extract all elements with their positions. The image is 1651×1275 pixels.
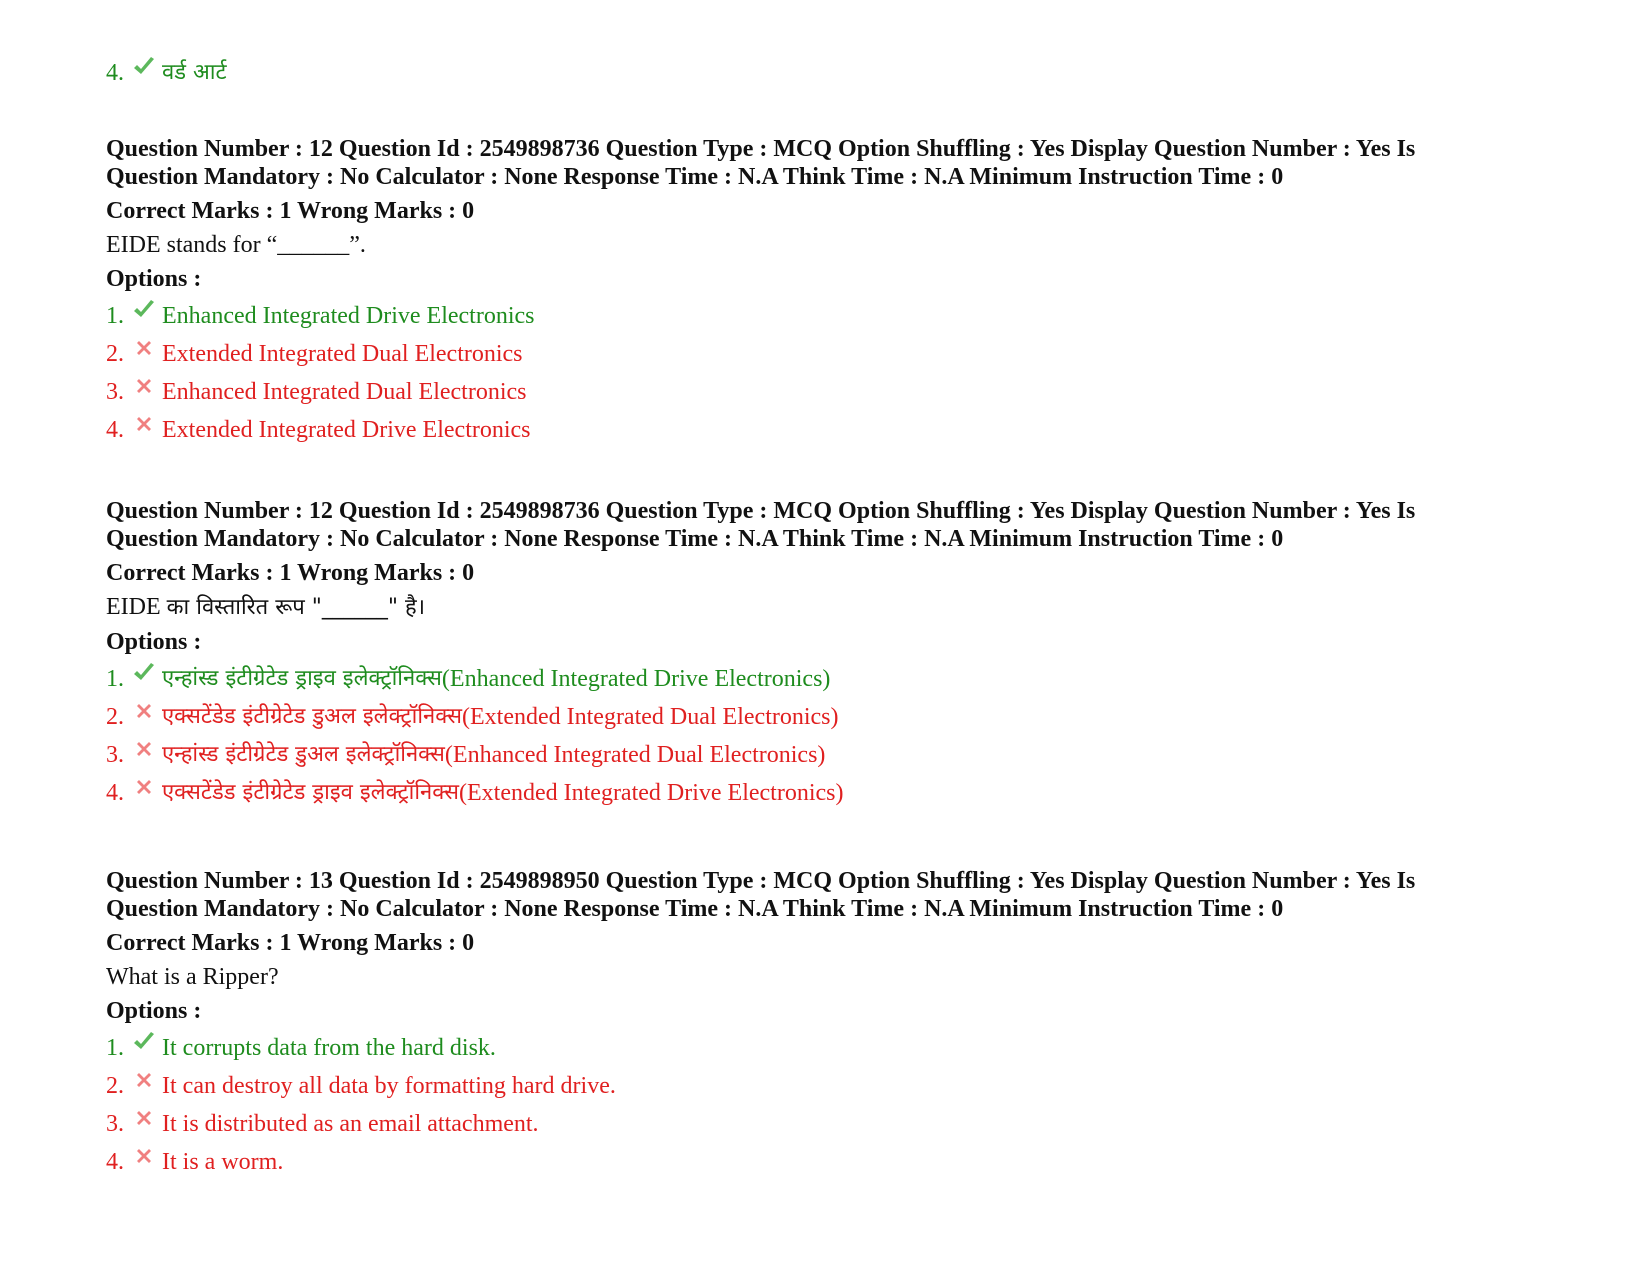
- option-text: (Extended Integrated Dual Electronics): [462, 704, 839, 730]
- cross-mark-icon: [132, 1106, 156, 1130]
- option-number: 1.: [106, 1035, 124, 1061]
- meta-line-2: Question Mandatory : No Calculator : None Response Time : N.A Think Time : N.A Minimum Instruction Time : 0: [106, 896, 1284, 922]
- options-label: Options :: [106, 998, 202, 1024]
- question-marks: Correct Marks : 1 Wrong Marks : 0: [106, 930, 475, 956]
- meta-line-1: Question Number : 12 Question Id : 2549898736 Question Type : MCQ Option Shuffling : Yes Display Question Number : Yes Is: [106, 498, 1416, 524]
- option-number: 3.: [106, 379, 124, 405]
- cross-mark-icon: [132, 699, 156, 723]
- question-block-3: [106, 867, 1546, 1177]
- meta-line-2: Question Mandatory : No Calculator : None Response Time : N.A Think Time : N.A Minimum Instruction Time : 0: [106, 526, 1284, 552]
- option-text: (Enhanced Integrated Drive Electronics): [441, 666, 831, 692]
- cross-mark-icon: [132, 1068, 156, 1092]
- question-text: EIDE stands for “______”.: [106, 232, 366, 258]
- option-number: 3.: [106, 1111, 124, 1137]
- option-item: [106, 778, 1546, 808]
- option-text: Enhanced Integrated Drive Electronics: [162, 303, 535, 329]
- option-number: 4.: [106, 60, 124, 86]
- option-item: [106, 1109, 1546, 1139]
- option-item: [106, 740, 1546, 770]
- option-text: (Enhanced Integrated Dual Electronics): [444, 742, 826, 768]
- meta-line-1: Question Number : 13 Question Id : 2549898950 Question Type : MCQ Option Shuffling : Yes Display Question Number : Yes Is: [106, 868, 1416, 894]
- option-item: [106, 664, 1546, 694]
- cross-mark-icon: [132, 1144, 156, 1168]
- option-number: 2.: [106, 1073, 124, 1099]
- option-number: 4.: [106, 780, 124, 806]
- option-text: It is distributed as an email attachment.: [162, 1111, 539, 1137]
- option-text: (Extended Integrated Drive Electronics): [459, 780, 844, 806]
- option-text: It corrupts data from the hard disk.: [162, 1035, 496, 1061]
- question-block-1: [106, 135, 1546, 445]
- carry-over-option: [106, 58, 227, 88]
- question-text: [106, 593, 1546, 622]
- cross-mark-icon: [132, 336, 156, 360]
- option-text: Extended Integrated Dual Electronics: [162, 341, 523, 367]
- options-label: Options :: [106, 629, 202, 655]
- option-text: वर्ड आर्ट: [162, 60, 227, 85]
- question-meta: [106, 135, 1546, 191]
- option-text: Extended Integrated Drive Electronics: [162, 417, 531, 443]
- question-text: What is a Ripper?: [106, 964, 279, 990]
- cross-mark-icon: [132, 374, 156, 398]
- option-text-hindi: एन्हांस्ड इंटीग्रेटेड ड्राइव इलेक्ट्रॉनिक्स: [162, 666, 442, 691]
- question-text-hindi: का विस्तारित रूप "______" है।: [166, 595, 426, 620]
- option-number: 2.: [106, 704, 124, 730]
- check-mark-icon: [132, 55, 156, 79]
- cross-mark-icon: [132, 412, 156, 436]
- options-label: Options :: [106, 266, 202, 292]
- option-text: Enhanced Integrated Dual Electronics: [162, 379, 527, 405]
- question-meta: [106, 497, 1546, 553]
- question-marks: Correct Marks : 1 Wrong Marks : 0: [106, 560, 475, 586]
- option-item: [106, 377, 1546, 407]
- question-text-prefix: EIDE: [106, 594, 167, 620]
- option-item: [106, 301, 1546, 331]
- option-number: 2.: [106, 341, 124, 367]
- check-mark-icon: [132, 298, 156, 322]
- option-text-hindi: एक्सटेंडेड इंटीग्रेटेड डुअल इलेक्ट्रॉनिक्स: [162, 704, 462, 729]
- question-block-2: [106, 497, 1546, 808]
- option-text-hindi: एन्हांस्ड इंटीग्रेटेड डुअल इलेक्ट्रॉनिक्स: [162, 742, 445, 767]
- option-number: 1.: [106, 303, 124, 329]
- option-text: It is a worm.: [162, 1149, 284, 1175]
- option-item: [106, 1071, 1546, 1101]
- option-item: [106, 1147, 1546, 1177]
- option-text-hindi: एक्सटेंडेड इंटीग्रेटेड ड्राइव इलेक्ट्रॉनिक्स: [162, 780, 459, 805]
- option-item: [106, 415, 1546, 445]
- meta-line-2: Question Mandatory : No Calculator : None Response Time : N.A Think Time : N.A Minimum Instruction Time : 0: [106, 164, 1284, 190]
- option-item: [106, 702, 1546, 732]
- meta-line-1: Question Number : 12 Question Id : 2549898736 Question Type : MCQ Option Shuffling : Yes Display Question Number : Yes Is: [106, 136, 1416, 162]
- check-mark-icon: [132, 1030, 156, 1054]
- question-meta: [106, 867, 1546, 923]
- option-item: [106, 1033, 1546, 1063]
- question-marks: Correct Marks : 1 Wrong Marks : 0: [106, 198, 475, 224]
- option-number: 3.: [106, 742, 124, 768]
- option-number: 4.: [106, 1149, 124, 1175]
- cross-mark-icon: [132, 775, 156, 799]
- check-mark-icon: [132, 661, 156, 685]
- option-text: It can destroy all data by formatting hard drive.: [162, 1073, 616, 1099]
- cross-mark-icon: [132, 737, 156, 761]
- option-number: 1.: [106, 666, 124, 692]
- option-item: [106, 339, 1546, 369]
- option-number: 4.: [106, 417, 124, 443]
